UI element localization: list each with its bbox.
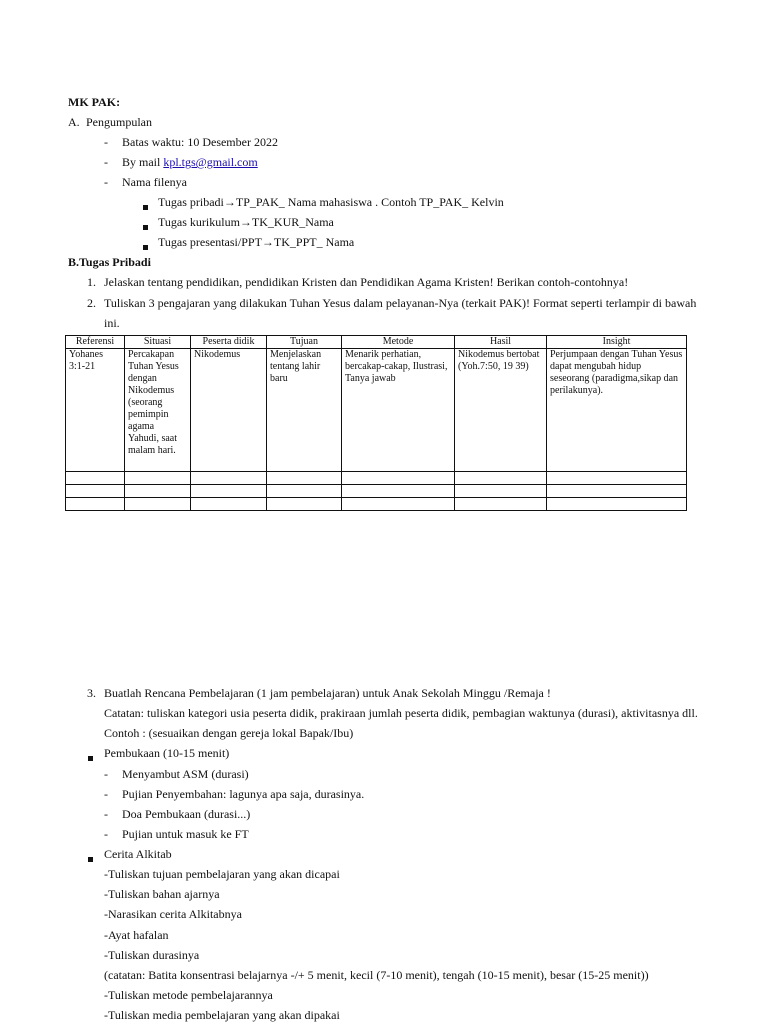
question-2-line1: Tuliskan 3 pengajaran yang dilakukan Tuhan Yesus dalam pelayanan-Nya (terkait PAK)! Format seperti terlampir di bawah <box>104 296 697 310</box>
table-header-cell: Metode <box>342 336 455 349</box>
dash-marker: - <box>104 155 108 169</box>
filename-rule-curriculum: Tugas kurikulum→TK_KUR_Nama <box>158 215 334 229</box>
opening-item: Pujian Penyembahan: lagunya apa saja, durasinya. <box>122 787 365 801</box>
question-3-example: Contoh : (sesuaikan dengan gereja lokal Bapak/Ibu) <box>104 726 354 740</box>
teaching-format-table <box>65 335 687 511</box>
bullet-square-icon <box>143 205 148 210</box>
opening-item: Doa Pembukaan (durasi...) <box>122 807 251 821</box>
section-a-label: A. <box>68 115 80 129</box>
table-header-cell: Peserta didik <box>191 336 267 349</box>
table-row <box>66 349 687 472</box>
opening-item: Menyambut ASM (durasi) <box>122 767 249 781</box>
dash-marker: - <box>104 827 108 841</box>
bible-story-line: -Tuliskan metode pembelajarannya <box>104 988 273 1002</box>
opening-item: Pujian untuk masuk ke FT <box>122 827 249 841</box>
table-header-cell: Insight <box>547 336 687 349</box>
section-a-heading: Pengumpulan <box>86 115 152 129</box>
table-header-cell: Hasil <box>455 336 547 349</box>
bible-story-line: -Tuliskan bahan ajarnya <box>104 887 220 901</box>
opening-heading: Pembukaan (10-15 menit) <box>104 746 230 760</box>
table-header-row <box>66 336 687 349</box>
table-header-cell: Tujuan <box>267 336 342 349</box>
bible-story-line: -Tuliskan durasinya <box>104 948 200 962</box>
table-cell: Menarik perhatian, bercakap-cakap, Ilustrasi, Tanya jawab <box>342 349 455 472</box>
table-cell: Yohanes 3:1-21 <box>66 349 125 472</box>
bible-story-heading: Cerita Alkitab <box>104 847 172 861</box>
bullet-square-icon <box>143 225 148 230</box>
table-cell: Perjumpaan dengan Tuhan Yesus dapat mengubah hidup seseorang (paradigma,sikap dan perilakunya). <box>547 349 687 472</box>
list-number: 1. <box>87 275 96 289</box>
dash-marker: - <box>104 767 108 781</box>
filename-rule-personal: Tugas pribadi→TP_PAK_ Nama mahasiswa . Contoh TP_PAK_ Kelvin <box>158 195 504 209</box>
question-2-line2: ini. <box>104 316 120 330</box>
bible-story-note: (catatan: Batita konsentrasi belajarnya -/+ 5 menit, kecil (7-10 menit), tengah (10-15 menit), besar (15-25 menit)) <box>104 968 649 982</box>
table-cell: Percakapan Tuhan Yesus dengan Nikodemus (seorang pemimpin agama Yahudi, saat malam hari. <box>125 349 191 472</box>
bible-story-line: -Narasikan cerita Alkitabnya <box>104 907 242 921</box>
bullet-square-icon <box>88 756 93 761</box>
table-cell: Menjelaskan tentang lahir baru <box>267 349 342 472</box>
document-title: MK PAK: <box>68 95 121 109</box>
table-header-cell: Referensi <box>66 336 125 349</box>
deadline-text: Batas waktu: 10 Desember 2022 <box>122 135 278 149</box>
dash-marker: - <box>104 807 108 821</box>
list-number: 3. <box>87 686 96 700</box>
dash-marker: - <box>104 135 108 149</box>
table-header-cell: Situasi <box>125 336 191 349</box>
filename-label: Nama filenya <box>122 175 187 189</box>
dash-marker: - <box>104 787 108 801</box>
bible-story-line: -Ayat hafalan <box>104 928 169 942</box>
email-line <box>122 155 258 170</box>
question-3-note: Catatan: tuliskan kategori usia peserta didik, prakiraan jumlah peserta didik, pembagian waktunya (durasi), aktivitasnya dll. <box>104 706 698 720</box>
table-row-empty <box>66 472 687 485</box>
email-prefix: By mail <box>122 155 164 169</box>
table-cell: Nikodemus <box>191 349 267 472</box>
email-link[interactable]: kpl.tgs@gmail.com <box>163 155 258 169</box>
bible-story-line: -Tuliskan media pembelajaran yang akan dipakai <box>104 1008 340 1022</box>
table-row-empty <box>66 485 687 498</box>
section-b-heading: B.Tugas Pribadi <box>68 255 151 269</box>
bible-story-line: -Tuliskan tujuan pembelajaran yang akan dicapai <box>104 867 340 881</box>
filename-rule-presentation: Tugas presentasi/PPT→TK_PPT_ Nama <box>158 235 355 249</box>
bullet-square-icon <box>88 857 93 862</box>
bullet-square-icon <box>143 245 148 250</box>
dash-marker: - <box>104 175 108 189</box>
question-3: Buatlah Rencana Pembelajaran (1 jam pembelajaran) untuk Anak Sekolah Minggu /Remaja ! <box>104 686 551 700</box>
table-row-empty <box>66 498 687 511</box>
list-number: 2. <box>87 296 96 310</box>
question-1: Jelaskan tentang pendidikan, pendidikan Kristen dan Pendidikan Agama Kristen! Berikan contoh-contohnya! <box>104 275 629 289</box>
table-cell: Nikodemus bertobat (Yoh.7:50, 19 39) <box>455 349 547 472</box>
